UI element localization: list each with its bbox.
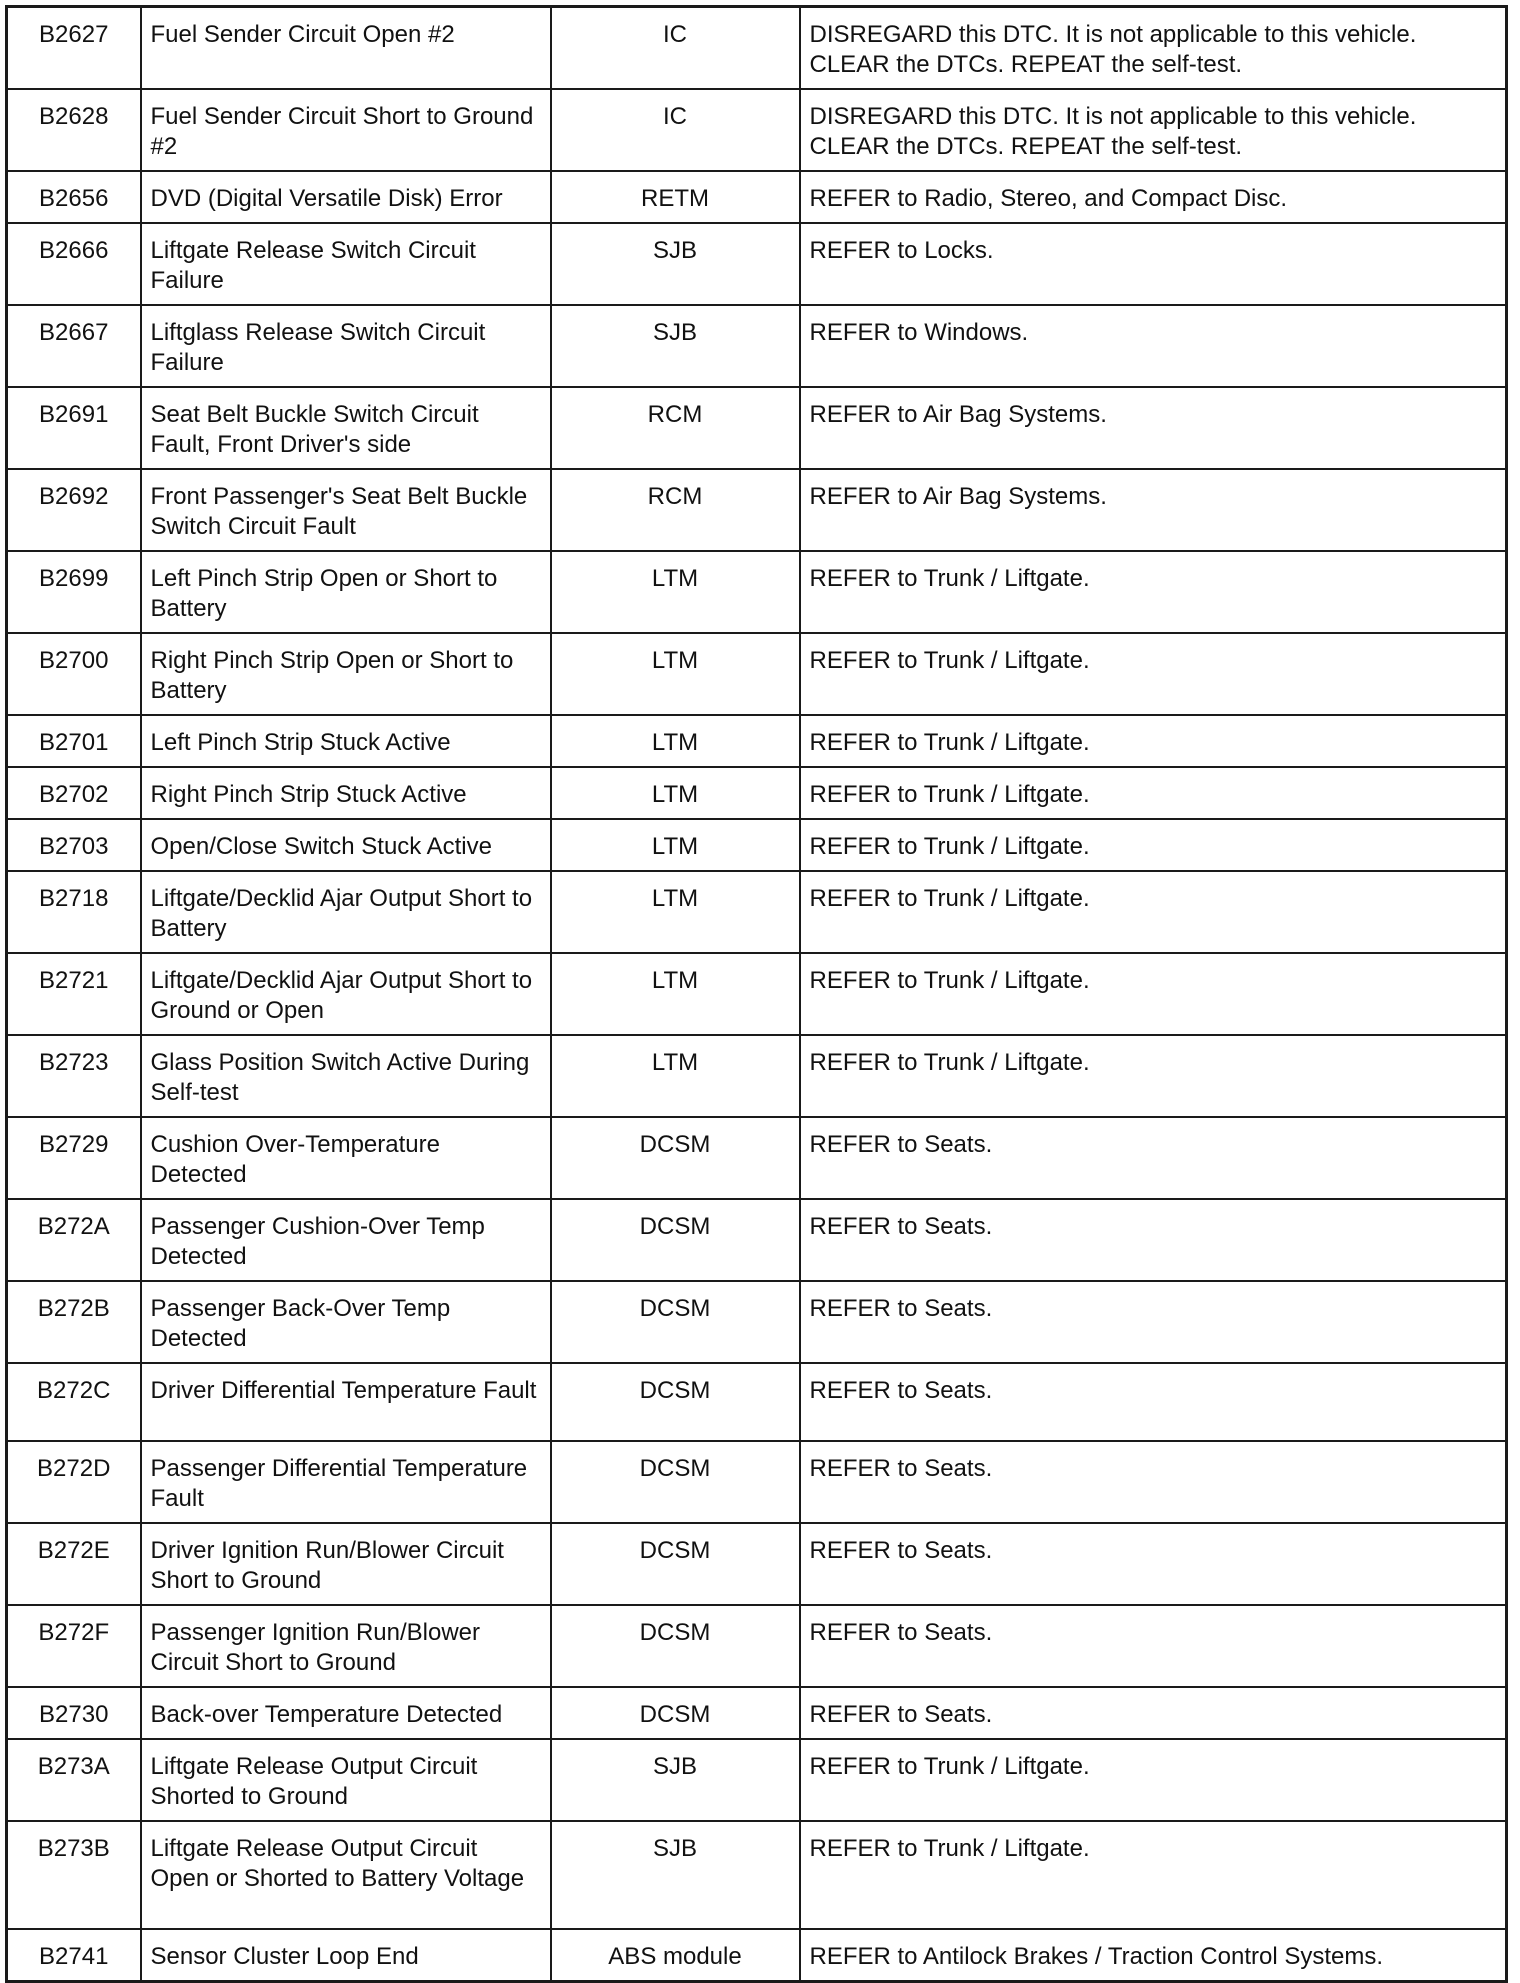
dtc-code: B2699 [7, 551, 141, 633]
dtc-module: LTM [551, 767, 800, 819]
dtc-code: B273A [7, 1739, 141, 1821]
dtc-action: REFER to Trunk / Liftgate. [800, 871, 1507, 953]
table-row [7, 1687, 1507, 1739]
dtc-module: LTM [551, 953, 800, 1035]
dtc-module: DCSM [551, 1199, 800, 1281]
dtc-description: Right Pinch Strip Stuck Active [141, 767, 551, 819]
dtc-module: SJB [551, 1739, 800, 1821]
dtc-action: REFER to Trunk / Liftgate. [800, 767, 1507, 819]
dtc-action: REFER to Trunk / Liftgate. [800, 715, 1507, 767]
dtc-code: B2721 [7, 953, 141, 1035]
dtc-description: Sensor Cluster Loop End [141, 1929, 551, 1982]
dtc-module: DCSM [551, 1281, 800, 1363]
table-row [7, 715, 1507, 767]
dtc-action: REFER to Seats. [800, 1687, 1507, 1739]
dtc-code: B272E [7, 1523, 141, 1605]
table-row [7, 767, 1507, 819]
table-row [7, 953, 1507, 1035]
table-row [7, 1605, 1507, 1687]
dtc-description: Liftgate Release Output Circuit Open or Shorted to Battery Voltage [141, 1821, 551, 1929]
dtc-code: B2666 [7, 223, 141, 305]
table-row [7, 1035, 1507, 1117]
dtc-description: Liftglass Release Switch Circuit Failure [141, 305, 551, 387]
dtc-code: B2701 [7, 715, 141, 767]
dtc-description: Liftgate/Decklid Ajar Output Short to Ground or Open [141, 953, 551, 1035]
table-row [7, 819, 1507, 871]
dtc-code: B2627 [7, 7, 141, 90]
dtc-action: REFER to Locks. [800, 223, 1507, 305]
table-row [7, 551, 1507, 633]
dtc-code: B2700 [7, 633, 141, 715]
dtc-module: DCSM [551, 1523, 800, 1605]
dtc-module: DCSM [551, 1363, 800, 1441]
dtc-description: Driver Differential Temperature Fault [141, 1363, 551, 1441]
dtc-action: REFER to Air Bag Systems. [800, 387, 1507, 469]
table-row [7, 223, 1507, 305]
dtc-module: SJB [551, 1821, 800, 1929]
dtc-description: Liftgate Release Switch Circuit Failure [141, 223, 551, 305]
dtc-action: REFER to Trunk / Liftgate. [800, 551, 1507, 633]
dtc-action: REFER to Seats. [800, 1441, 1507, 1523]
table-row [7, 1199, 1507, 1281]
dtc-module: LTM [551, 551, 800, 633]
dtc-action: REFER to Seats. [800, 1363, 1507, 1441]
table-row [7, 1739, 1507, 1821]
dtc-module: LTM [551, 633, 800, 715]
table-row [7, 89, 1507, 171]
dtc-description: Glass Position Switch Active During Self-test [141, 1035, 551, 1117]
dtc-description: Open/Close Switch Stuck Active [141, 819, 551, 871]
dtc-module: IC [551, 89, 800, 171]
dtc-action: REFER to Seats. [800, 1117, 1507, 1199]
dtc-module: SJB [551, 223, 800, 305]
table-row [7, 305, 1507, 387]
dtc-code: B2723 [7, 1035, 141, 1117]
dtc-description: Back-over Temperature Detected [141, 1687, 551, 1739]
dtc-code: B2730 [7, 1687, 141, 1739]
dtc-module: DCSM [551, 1605, 800, 1687]
dtc-description: Passenger Differential Temperature Fault [141, 1441, 551, 1523]
dtc-code: B273B [7, 1821, 141, 1929]
dtc-action: REFER to Seats. [800, 1523, 1507, 1605]
dtc-action: REFER to Trunk / Liftgate. [800, 633, 1507, 715]
dtc-module: SJB [551, 305, 800, 387]
dtc-code: B272D [7, 1441, 141, 1523]
dtc-description: Right Pinch Strip Open or Short to Battery [141, 633, 551, 715]
dtc-action: REFER to Trunk / Liftgate. [800, 1035, 1507, 1117]
dtc-action: REFER to Trunk / Liftgate. [800, 953, 1507, 1035]
dtc-action: REFER to Radio, Stereo, and Compact Disc. [800, 171, 1507, 223]
table-row [7, 1441, 1507, 1523]
table-row [7, 1117, 1507, 1199]
table-row [7, 469, 1507, 551]
dtc-module: RCM [551, 469, 800, 551]
dtc-module: RETM [551, 171, 800, 223]
table-row [7, 171, 1507, 223]
dtc-action: REFER to Windows. [800, 305, 1507, 387]
dtc-module: LTM [551, 871, 800, 953]
dtc-description: Cushion Over-Temperature Detected [141, 1117, 551, 1199]
table-row [7, 1363, 1507, 1441]
dtc-description: Left Pinch Strip Open or Short to Battery [141, 551, 551, 633]
table-row [7, 1523, 1507, 1605]
dtc-module: ABS module [551, 1929, 800, 1982]
dtc-description: Passenger Back-Over Temp Detected [141, 1281, 551, 1363]
dtc-action: REFER to Seats. [800, 1199, 1507, 1281]
dtc-description: Seat Belt Buckle Switch Circuit Fault, Front Driver's side [141, 387, 551, 469]
dtc-code: B2667 [7, 305, 141, 387]
dtc-code: B272F [7, 1605, 141, 1687]
dtc-action: DISREGARD this DTC. It is not applicable to this vehicle. CLEAR the DTCs. REPEAT the self-test. [800, 7, 1507, 90]
dtc-code: B2729 [7, 1117, 141, 1199]
dtc-module: LTM [551, 819, 800, 871]
dtc-module: DCSM [551, 1117, 800, 1199]
dtc-action: DISREGARD this DTC. It is not applicable to this vehicle. CLEAR the DTCs. REPEAT the self-test. [800, 89, 1507, 171]
table-row [7, 1821, 1507, 1929]
dtc-action: REFER to Trunk / Liftgate. [800, 1739, 1507, 1821]
dtc-table [5, 5, 1508, 1983]
dtc-description: Fuel Sender Circuit Short to Ground #2 [141, 89, 551, 171]
dtc-description: Passenger Ignition Run/Blower Circuit Short to Ground [141, 1605, 551, 1687]
dtc-code: B2628 [7, 89, 141, 171]
dtc-action: REFER to Seats. [800, 1281, 1507, 1363]
dtc-action: REFER to Seats. [800, 1605, 1507, 1687]
dtc-description: Front Passenger's Seat Belt Buckle Switch Circuit Fault [141, 469, 551, 551]
dtc-code: B2691 [7, 387, 141, 469]
dtc-module: RCM [551, 387, 800, 469]
dtc-description: Fuel Sender Circuit Open #2 [141, 7, 551, 90]
dtc-code: B272B [7, 1281, 141, 1363]
dtc-description: Driver Ignition Run/Blower Circuit Short to Ground [141, 1523, 551, 1605]
dtc-code: B272C [7, 1363, 141, 1441]
dtc-code: B2702 [7, 767, 141, 819]
dtc-description: Left Pinch Strip Stuck Active [141, 715, 551, 767]
dtc-module: LTM [551, 1035, 800, 1117]
table-row [7, 871, 1507, 953]
dtc-code: B2692 [7, 469, 141, 551]
dtc-chart-page [5, 5, 1505, 1983]
dtc-description: Liftgate Release Output Circuit Shorted to Ground [141, 1739, 551, 1821]
dtc-code: B272A [7, 1199, 141, 1281]
dtc-code: B2703 [7, 819, 141, 871]
dtc-code: B2718 [7, 871, 141, 953]
dtc-module: IC [551, 7, 800, 90]
dtc-action: REFER to Trunk / Liftgate. [800, 1821, 1507, 1929]
table-row [7, 387, 1507, 469]
dtc-module: DCSM [551, 1441, 800, 1523]
dtc-code: B2741 [7, 1929, 141, 1982]
dtc-description: Passenger Cushion-Over Temp Detected [141, 1199, 551, 1281]
dtc-description: Liftgate/Decklid Ajar Output Short to Battery [141, 871, 551, 953]
table-row [7, 7, 1507, 90]
dtc-action: REFER to Trunk / Liftgate. [800, 819, 1507, 871]
dtc-module: DCSM [551, 1687, 800, 1739]
dtc-description: DVD (Digital Versatile Disk) Error [141, 171, 551, 223]
table-row [7, 1281, 1507, 1363]
dtc-action: REFER to Antilock Brakes / Traction Control Systems. [800, 1929, 1507, 1982]
dtc-code: B2656 [7, 171, 141, 223]
table-row [7, 1929, 1507, 1982]
table-row [7, 633, 1507, 715]
dtc-action: REFER to Air Bag Systems. [800, 469, 1507, 551]
dtc-module: LTM [551, 715, 800, 767]
